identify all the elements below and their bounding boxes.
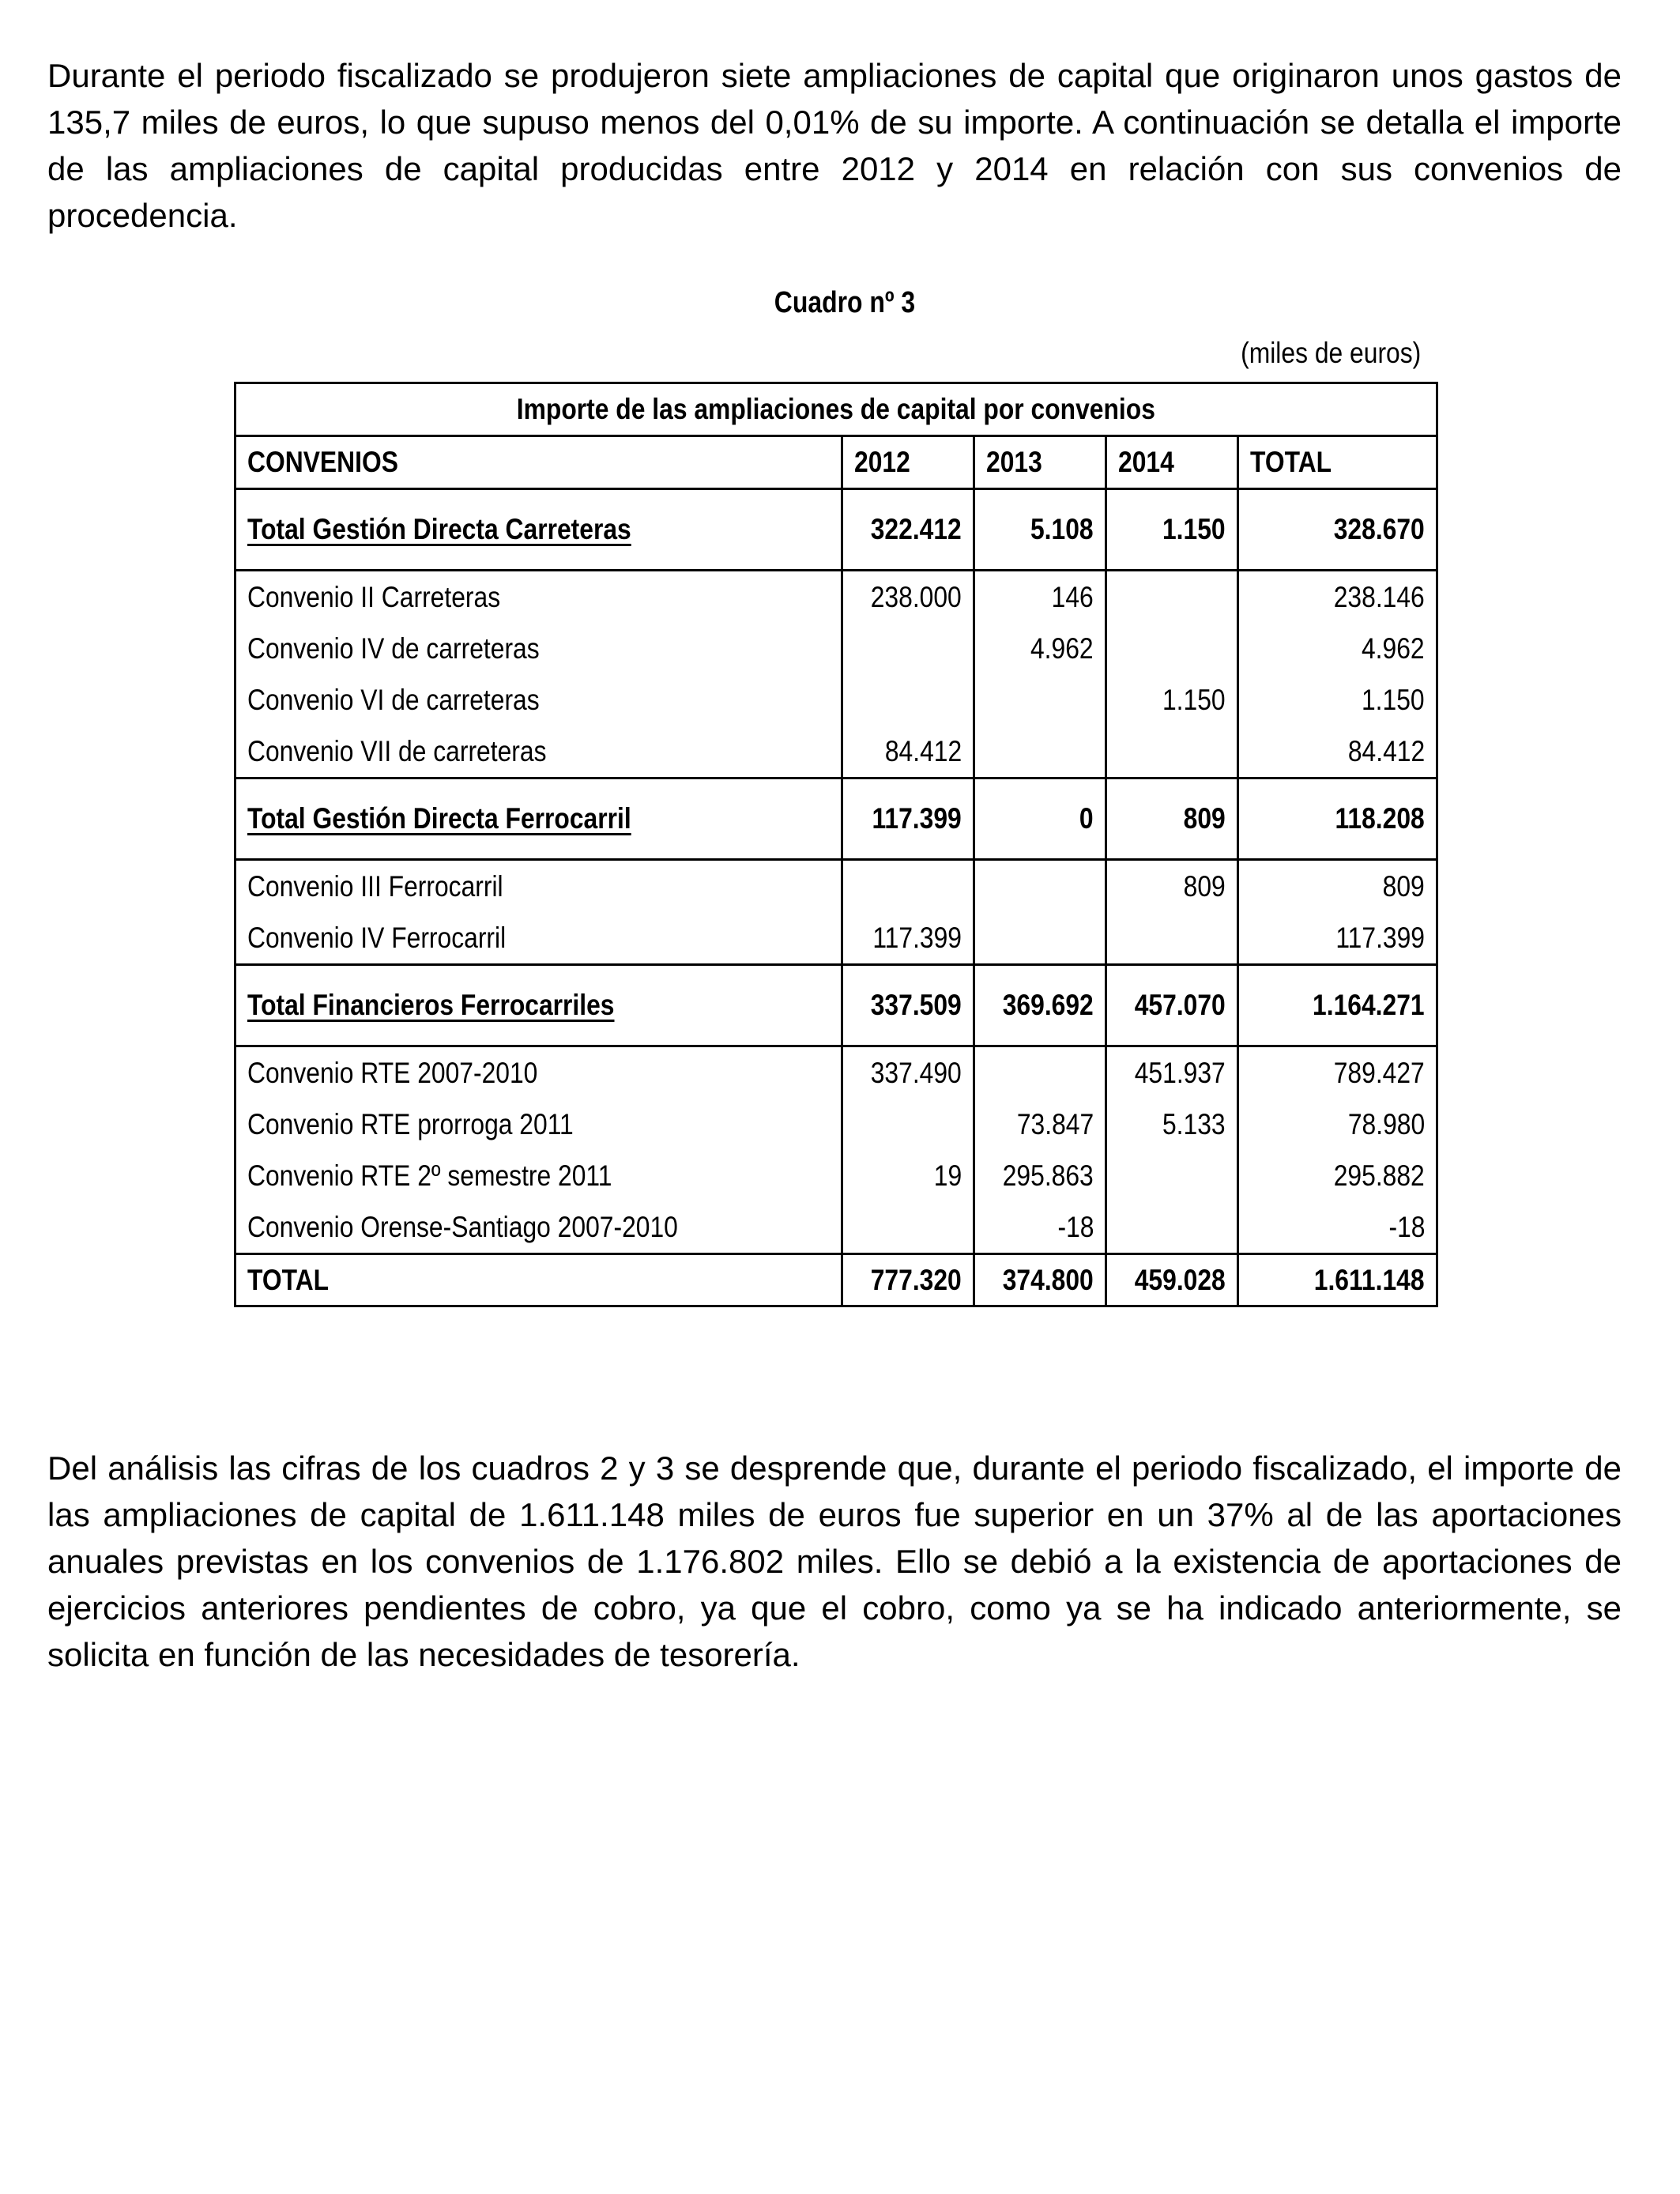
convenio-row bbox=[235, 1099, 1437, 1150]
value-cell-total: 238.146 bbox=[1238, 571, 1437, 624]
value-cell-2014: 809 bbox=[1106, 860, 1238, 913]
value-cell-2013: 295.863 bbox=[974, 1150, 1106, 1201]
convenio-row bbox=[235, 674, 1437, 726]
convenio-name-cell: TOTAL bbox=[235, 1254, 842, 1306]
capital-increase-table bbox=[234, 382, 1436, 1307]
value-cell-total: 118.208 bbox=[1238, 778, 1437, 860]
header-2013: 2013 bbox=[974, 436, 1106, 489]
convenio-row bbox=[235, 623, 1437, 674]
convenio-name-cell: Convenio II Carreteras bbox=[235, 571, 842, 624]
convenio-row bbox=[235, 1201, 1437, 1254]
value-cell-2012 bbox=[842, 623, 974, 674]
header-2014: 2014 bbox=[1106, 436, 1238, 489]
value-cell-total: 1.164.271 bbox=[1238, 965, 1437, 1046]
value-cell-2013 bbox=[974, 1046, 1106, 1099]
value-cell-total: 809 bbox=[1238, 860, 1437, 913]
conventions-table bbox=[234, 382, 1438, 1307]
value-cell-total: 78.980 bbox=[1238, 1099, 1437, 1150]
convenio-name-cell: Convenio IV Ferrocarril bbox=[235, 912, 842, 965]
value-cell-2014 bbox=[1106, 1150, 1238, 1201]
value-cell-2014: 1.150 bbox=[1106, 489, 1238, 571]
grand-total-row bbox=[235, 1254, 1437, 1306]
value-cell-2014 bbox=[1106, 623, 1238, 674]
value-cell-total: 117.399 bbox=[1238, 912, 1437, 965]
value-cell-total: 1.150 bbox=[1238, 674, 1437, 726]
value-cell-2014: 809 bbox=[1106, 778, 1238, 860]
header-convenios: CONVENIOS bbox=[235, 436, 842, 489]
value-cell-2014: 451.937 bbox=[1106, 1046, 1238, 1099]
convenio-name-cell: Convenio RTE 2º semestre 2011 bbox=[235, 1150, 842, 1201]
convenio-name-cell: Convenio IV de carreteras bbox=[235, 623, 842, 674]
value-cell-2014 bbox=[1106, 1201, 1238, 1254]
convenio-name-cell: Convenio VII de carreteras bbox=[235, 726, 842, 778]
convenio-name-cell: Convenio VI de carreteras bbox=[235, 674, 842, 726]
value-cell-2012 bbox=[842, 1201, 974, 1254]
value-cell-2013 bbox=[974, 726, 1106, 778]
value-cell-2014 bbox=[1106, 912, 1238, 965]
value-cell-2012 bbox=[842, 674, 974, 726]
header-total: TOTAL bbox=[1238, 436, 1437, 489]
convenio-row bbox=[235, 1150, 1437, 1201]
value-cell-2013: 4.962 bbox=[974, 623, 1106, 674]
convenio-row bbox=[235, 912, 1437, 965]
convenio-name-cell: Convenio RTE prorroga 2011 bbox=[235, 1099, 842, 1150]
value-cell-2012: 238.000 bbox=[842, 571, 974, 624]
intro-paragraph: Durante el periodo fiscalizado se produjeron siete ampliaciones de capital que originaron unos gastos de 135,7 miles de euros, lo que supuso menos del 0,01% de su importe. A continuación se detalla el importe de las ampliaciones de capital producidas entre 2012 y 2014 en relación con sus convenios de procedencia. bbox=[47, 57, 1622, 234]
value-cell-2012 bbox=[842, 1099, 974, 1150]
value-cell-2013 bbox=[974, 674, 1106, 726]
header-2012: 2012 bbox=[842, 436, 974, 489]
value-cell-total: 789.427 bbox=[1238, 1046, 1437, 1099]
convenio-row bbox=[235, 860, 1437, 913]
value-cell-2012: 117.399 bbox=[842, 912, 974, 965]
value-cell-total: 1.611.148 bbox=[1238, 1254, 1437, 1306]
value-cell-2014: 5.133 bbox=[1106, 1099, 1238, 1150]
value-cell-2012: 337.509 bbox=[842, 965, 974, 1046]
value-cell-2013: -18 bbox=[974, 1201, 1106, 1254]
value-cell-2013: 146 bbox=[974, 571, 1106, 624]
value-cell-2012: 19 bbox=[842, 1150, 974, 1201]
value-cell-total: -18 bbox=[1238, 1201, 1437, 1254]
convenio-name-cell: Total Gestión Directa Carreteras bbox=[235, 489, 842, 571]
convenio-row bbox=[235, 726, 1437, 778]
table-title-row bbox=[235, 383, 1437, 436]
value-cell-total: 84.412 bbox=[1238, 726, 1437, 778]
value-cell-2013: 73.847 bbox=[974, 1099, 1106, 1150]
value-cell-2012: 322.412 bbox=[842, 489, 974, 571]
value-cell-2013: 5.108 bbox=[974, 489, 1106, 571]
convenio-name-cell: Convenio III Ferrocarril bbox=[235, 860, 842, 913]
convenio-row bbox=[235, 571, 1437, 624]
group-total-row bbox=[235, 778, 1437, 860]
value-cell-2012: 337.490 bbox=[842, 1046, 974, 1099]
value-cell-2013: 0 bbox=[974, 778, 1106, 860]
convenio-row bbox=[235, 1046, 1437, 1099]
value-cell-2014 bbox=[1106, 571, 1238, 624]
convenio-name-cell: Convenio Orense-Santiago 2007-2010 bbox=[235, 1201, 842, 1254]
value-cell-2013: 369.692 bbox=[974, 965, 1106, 1046]
convenio-name-cell: Total Gestión Directa Ferrocarril bbox=[235, 778, 842, 860]
group-total-row bbox=[235, 965, 1437, 1046]
table-header-row bbox=[235, 436, 1437, 489]
value-cell-2012: 84.412 bbox=[842, 726, 974, 778]
value-cell-total: 328.670 bbox=[1238, 489, 1437, 571]
value-cell-2013 bbox=[974, 860, 1106, 913]
value-cell-2014: 457.070 bbox=[1106, 965, 1238, 1046]
value-cell-2013 bbox=[974, 912, 1106, 965]
convenio-name-cell: Total Financieros Ferrocarriles bbox=[235, 965, 842, 1046]
value-cell-total: 295.882 bbox=[1238, 1150, 1437, 1201]
closing-paragraph: Del análisis las cifras de los cuadros 2 y 3 se desprende que, durante el periodo fiscalizado, el importe de las ampliaciones de capital de 1.611.148 miles de euros fue superior en un 37% al de las aportaciones anuales previstas en los convenios de 1.176.802 miles. Ello se debió a la existencia de aportaciones de ejercicios anteriores pendientes de cobro, ya que el cobro, como ya se ha indicado anteriormente, se solicita en función de las necesidades de tesorería. bbox=[47, 1449, 1622, 1673]
value-cell-2014: 459.028 bbox=[1106, 1254, 1238, 1306]
value-cell-2012: 117.399 bbox=[842, 778, 974, 860]
value-cell-2014: 1.150 bbox=[1106, 674, 1238, 726]
table-title: Importe de las ampliaciones de capital por convenios bbox=[235, 383, 1437, 436]
value-cell-total: 4.962 bbox=[1238, 623, 1437, 674]
value-cell-2012 bbox=[842, 860, 974, 913]
value-cell-2014 bbox=[1106, 726, 1238, 778]
group-total-row bbox=[235, 489, 1437, 571]
value-cell-2012: 777.320 bbox=[842, 1254, 974, 1306]
value-cell-2013: 374.800 bbox=[974, 1254, 1106, 1306]
table-caption: Cuadro nº 3 bbox=[774, 286, 916, 319]
table-units: (miles de euros) bbox=[1240, 337, 1421, 369]
convenio-name-cell: Convenio RTE 2007-2010 bbox=[235, 1046, 842, 1099]
